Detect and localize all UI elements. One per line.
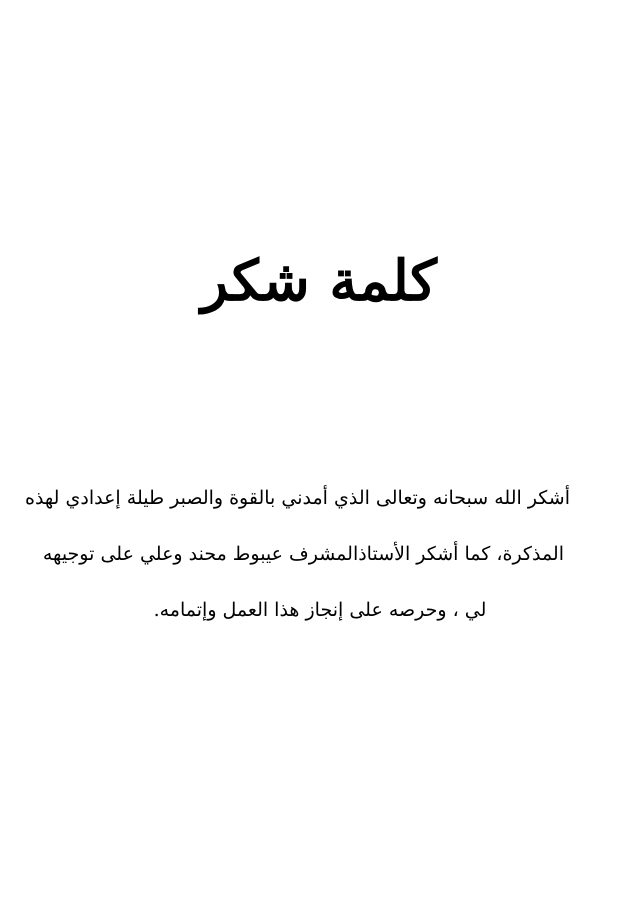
paragraph-line-1: أشكر الله سبحانه وتعالى الذي أمدني بالقوة والصبر طيلة إعدادي لهذه — [25, 487, 570, 509]
paragraph-line-2: المذكرة، كما أشكر الأستاذالمشرف عيبوط محند وعلي على توجيهه — [42, 543, 564, 565]
paragraph-line-3: لي ، وحرصه على إنجاز هذا العمل وإتمامه. — [153, 599, 487, 621]
page-title: كلمة شكر — [201, 248, 437, 314]
acknowledgment-paragraph — [25, 470, 570, 638]
